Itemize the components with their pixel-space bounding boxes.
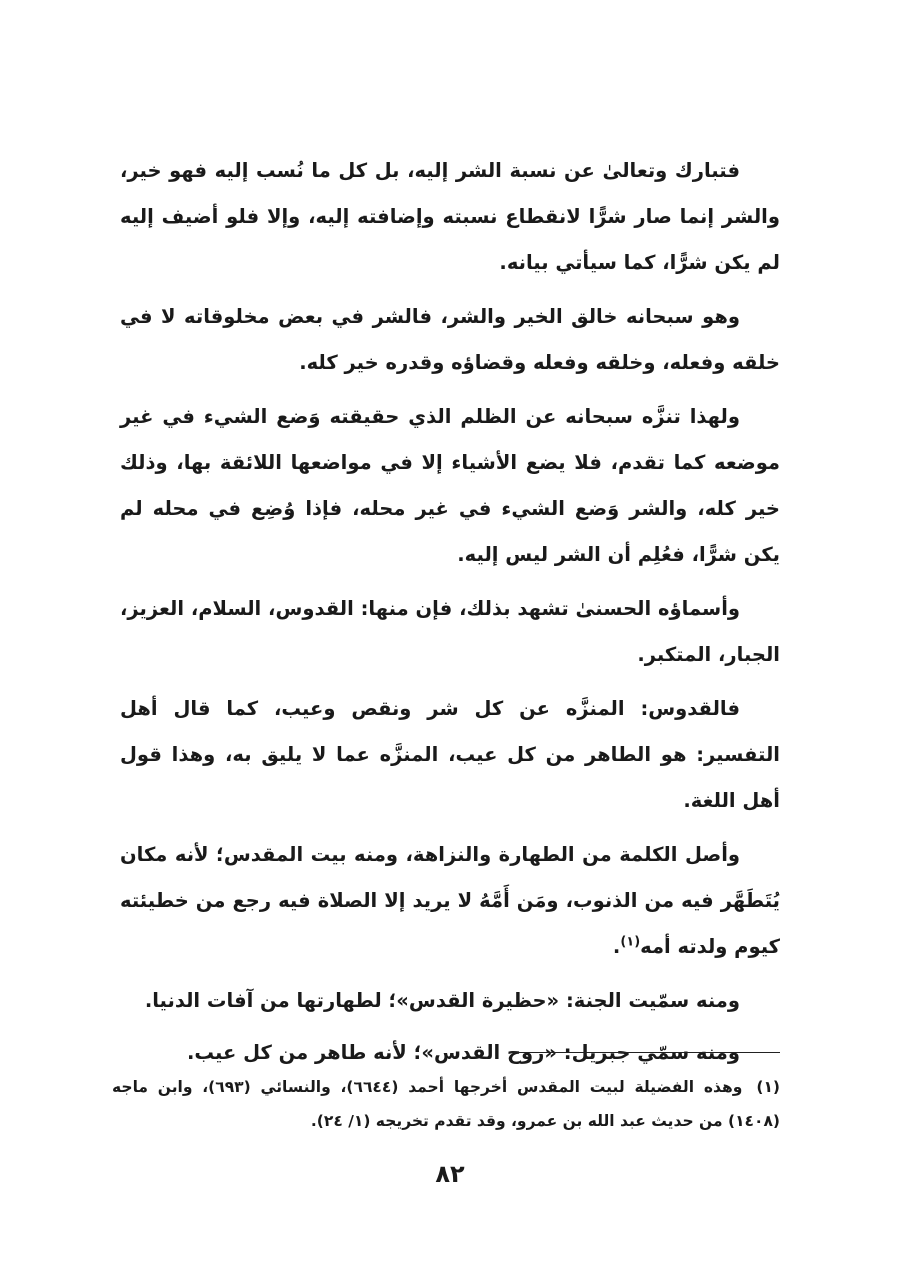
paragraph-7: ومنه سمّيت الجنة: «حظيرة القدس»؛ لطهارتها من آفات الدنيا.	[144, 989, 740, 1012]
paragraph-4: وأسماؤه الحسنىٰ تشهد بذلك، فإن منها: القدوس، السلام، العزيز، الجبار، المتكبر.	[120, 597, 780, 666]
paragraph-6	[120, 832, 780, 970]
page-number: ٨٢	[435, 1160, 465, 1188]
footnote-reference[interactable]: (١)	[620, 934, 641, 950]
paragraph-8: ومنه سمّي جبريل: «روح القدس»؛ لأنه طاهر من كل عيب.	[186, 1041, 740, 1064]
footnote-number: (١)	[756, 1078, 780, 1096]
paragraph-1: فتبارك وتعالىٰ عن نسبة الشر إليه، بل كل ما نُسب إليه فهو خير، والشر إنما صار شرًّا لانقطاع نسبته وإضافته إليه، وإلا فلو أضيف إليه لم يكن شرًّا، كما سيأتي بيانه.	[120, 159, 780, 274]
paragraph-2: وهو سبحانه خالق الخير والشر، فالشر في بعض مخلوقاته لا في خلقه وفعله، وخلقه وفعله وقضاؤه وقدره خير كله.	[120, 305, 780, 374]
paragraph-6-end: .	[612, 935, 621, 958]
main-text	[120, 148, 780, 1082]
paragraph-3: ولهذا تنزَّه سبحانه عن الظلم الذي حقيقته وَضع الشيء في غير موضعه كما تقدم، فلا يضع الأشياء إلا في مواضعها اللائقة بها، وذلك خير كله، والشر وَضع الشيء في غير محله، فإذا وُضِع في محله لم يكن شرًّا، فعُلِم أن الشر ليس إليه.	[120, 405, 780, 566]
footnotes-section	[112, 1070, 780, 1138]
footnote-separator	[510, 1052, 780, 1053]
paragraph-6-text: وأصل الكلمة من الطهارة والنزاهة، ومنه بيت المقدس؛ لأنه مكان يُتَطَهَّر فيه من الذنوب، ومَن أَمَّهُ لا يريد إلا الصلاة فيه رجع من خطيئته كيوم ولدته أمه	[120, 843, 780, 958]
footnote-1	[112, 1070, 780, 1138]
footnote-text: وهذه الفضيلة لبيت المقدس أخرجها أحمد (٦٦٤٤)، والنسائي (٦٩٣)، وابن ماجه (١٤٠٨) من حديث عبد الله بن عمرو، وقد تقدم تخريجه (١/ ٢٤).	[112, 1078, 780, 1130]
paragraph-5: فالقدوس: المنزَّه عن كل شر ونقص وعيب، كما قال أهل التفسير: هو الطاهر من كل عيب، المنزَّه عما لا يليق به، وهذا قول أهل اللغة.	[120, 697, 780, 812]
